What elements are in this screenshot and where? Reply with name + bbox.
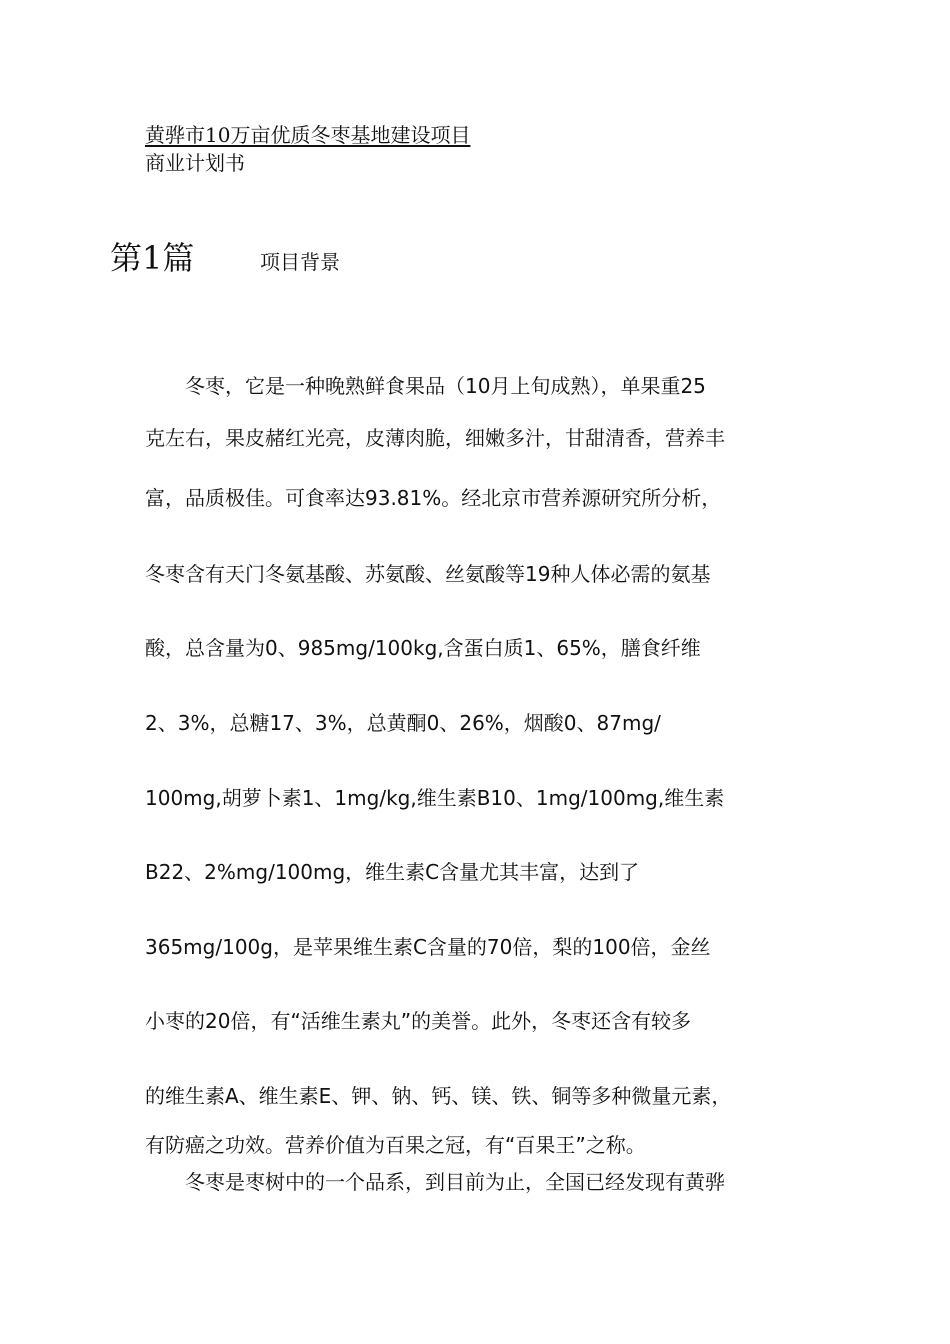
body-line-12: 有防癌之功效。营养价值为百果之冠，有“百果王”之称。 [145,1133,646,1157]
document-title: 黄骅市10万亩优质冬枣基地建设项目 [145,123,471,147]
body-line-2: 克左右，果皮赭红光亮，皮薄肉脆，细嫩多汁，甘甜清香，营养丰 [145,426,725,450]
body-line-4: 冬枣含有天门冬氨基酸、苏氨酸、丝氨酸等19种人体必需的氨基 [145,562,711,586]
body-line-8: B22、2%mg/100mg，维生素C含量尤其丰富，达到了 [145,860,640,884]
body-line-7: 100mg,胡萝卜素1、1mg/kg,维生素B10、1mg/100mg,维生素 [145,786,725,810]
document-subtitle: 商业计划书 [145,151,245,175]
body-line-10: 小枣的20倍，有“活维生素丸”的美誉。此外，冬枣还含有较多 [145,1009,692,1033]
body-line-11: 的维生素A、维生素E、钾、钠、钙、镁、铁、铜等多种微量元素， [145,1084,732,1108]
chapter-title: 项目背景 [260,250,340,274]
chapter-number: 第1篇 [110,239,195,277]
body-line-1: 冬枣，它是一种晚熟鲜食果品（10月上旬成熟），单果重25 [145,374,706,398]
body-line-5: 酸，总含量为0、985mg/100kg,含蛋白质1、65%，膳食纤维 [145,636,701,660]
body-line-6: 2、3%，总糖17、3%，总黄酮0、26%，烟酸0、87mg/ [145,711,661,735]
body-line-3: 富，品质极佳。可食率达93.81%。经北京市营养源研究所分析， [145,486,722,510]
body-line-13: 冬枣是枣树中的一个品系，到目前为止，全国已经发现有黄骅 [145,1170,725,1194]
body-line-9: 365mg/100g，是苹果维生素C含量的70倍，梨的100倍，金丝 [145,935,711,959]
